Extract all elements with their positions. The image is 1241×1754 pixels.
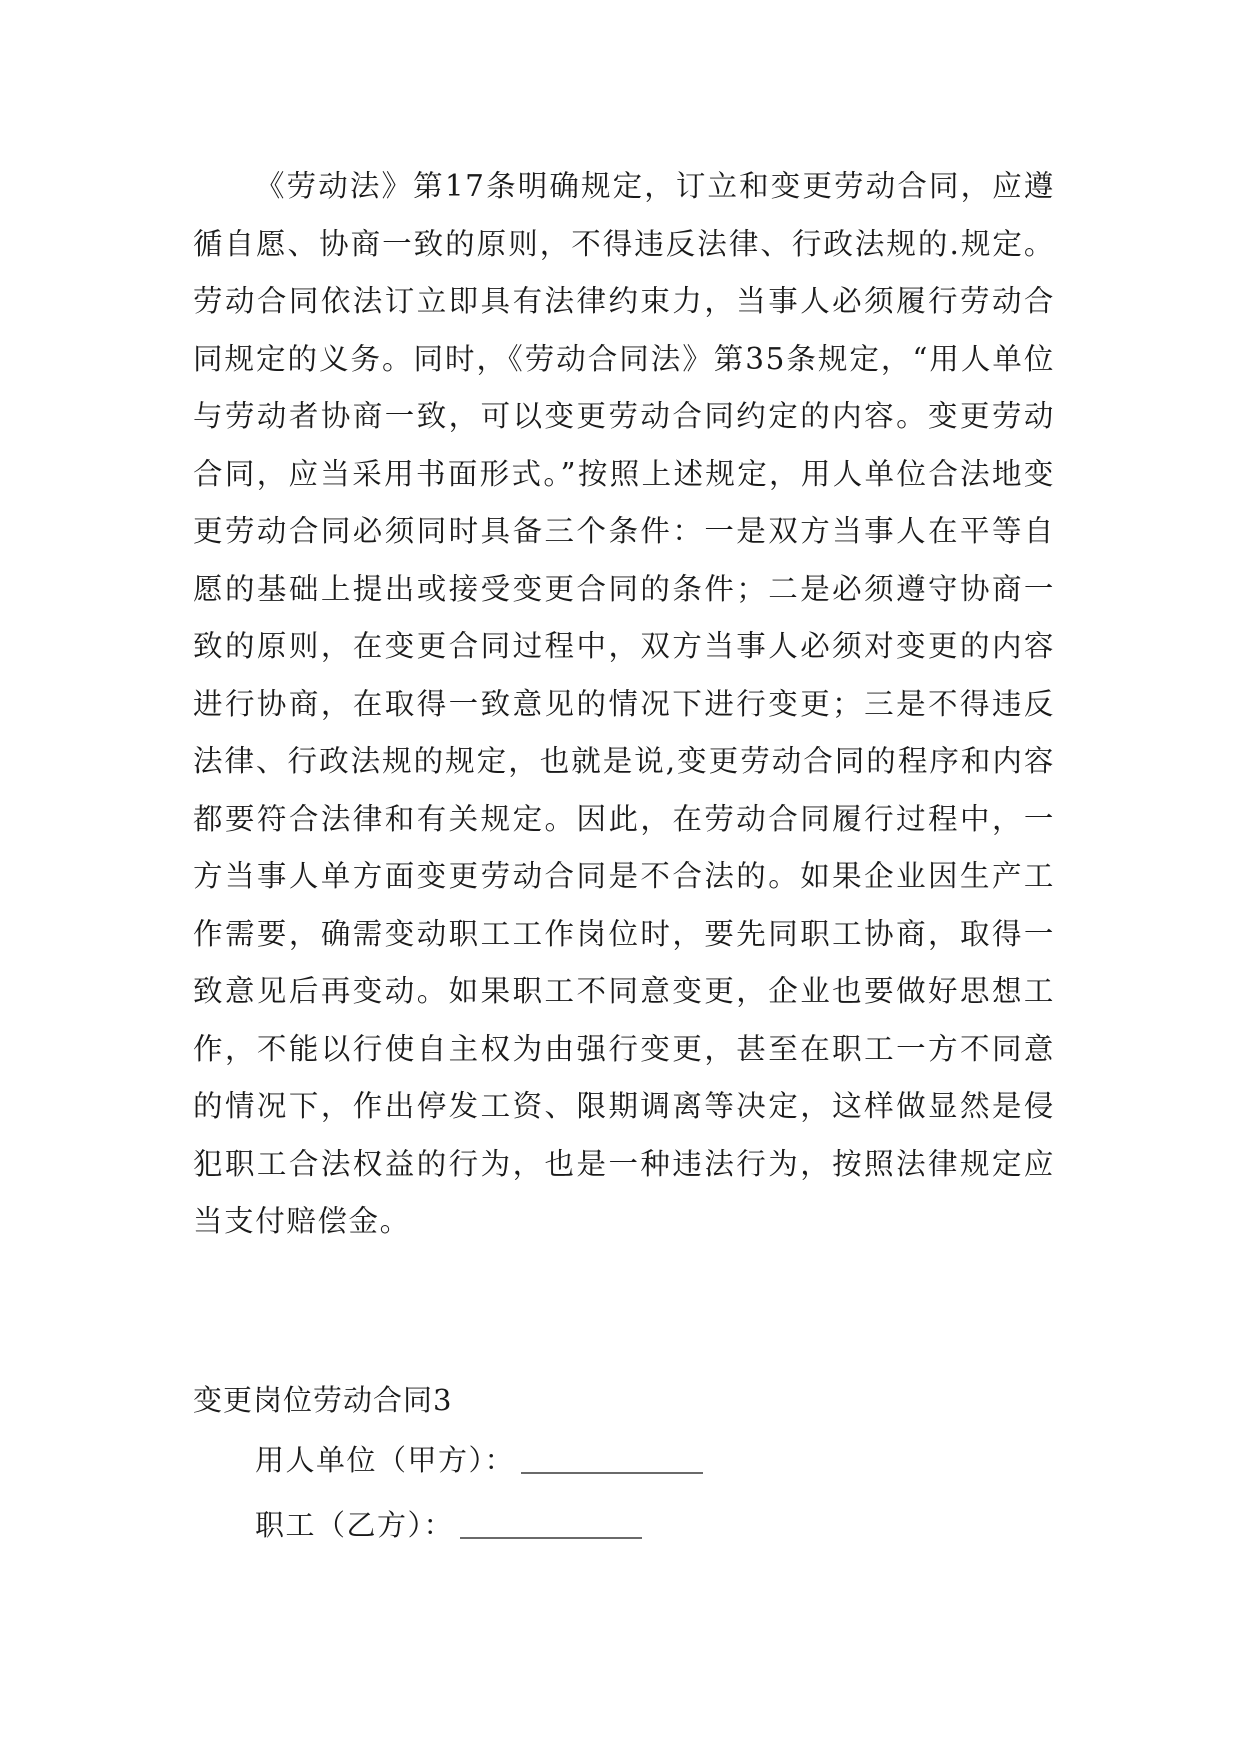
employer-field-row <box>255 1440 703 1480</box>
section-title: 变更岗位劳动合同3 <box>193 1383 453 1417</box>
employee-field-row <box>255 1505 642 1545</box>
employee-blank-line <box>460 1537 642 1539</box>
employer-label: 用人单位（甲方）： <box>255 1443 516 1477</box>
body-paragraph: 《劳动法》第17条明确规定，订立和变更劳动合同，应遵循自愿、协商一致的原则，不得违反法律、行政法规的.规定。劳动合同依法订立即具有法律约束力，当事人必须履行劳动合同规定的义务。同时，《劳动合同法》第35条规定，“用人单位与劳动者协商一致，可以变更劳动合同约定的内容。变更劳动合同，应当采用书面形式。”按照上述规定，用人单位合法地变更劳动合同必须同时具备三个条件：一是双方当事人在平等自愿的基础上提出或接受变更合同的条件；二是必须遵守协商一致的原则，在变更合同过程中，双方当事人必须对变更的内容进行协商，在取得一致意见的情况下进行变更；三是不得违反法律、行政法规的规定，也就是说,变更劳动合同的程序和内容都要符合法律和有关规定。因此，在劳动合同履行过程中，一方当事人单方面变更劳动合同是不合法的。如果企业因生产工作需要，确需变动职工工作岗位时，要先同职工协商，取得一致意见后再变动。如果职工不同意变更，企业也要做好思想工作，不能以行使自主权为由强行变更，甚至在职工一方不同意的情况下，作出停发工资、限期调离等决定，这样做显然是侵犯职工合法权益的行为，也是一种违法行为，按照法律规定应当支付赔偿金。 <box>193 169 1055 1238</box>
employer-blank-line <box>521 1472 703 1474</box>
employee-label: 职工（乙方）： <box>255 1508 455 1542</box>
